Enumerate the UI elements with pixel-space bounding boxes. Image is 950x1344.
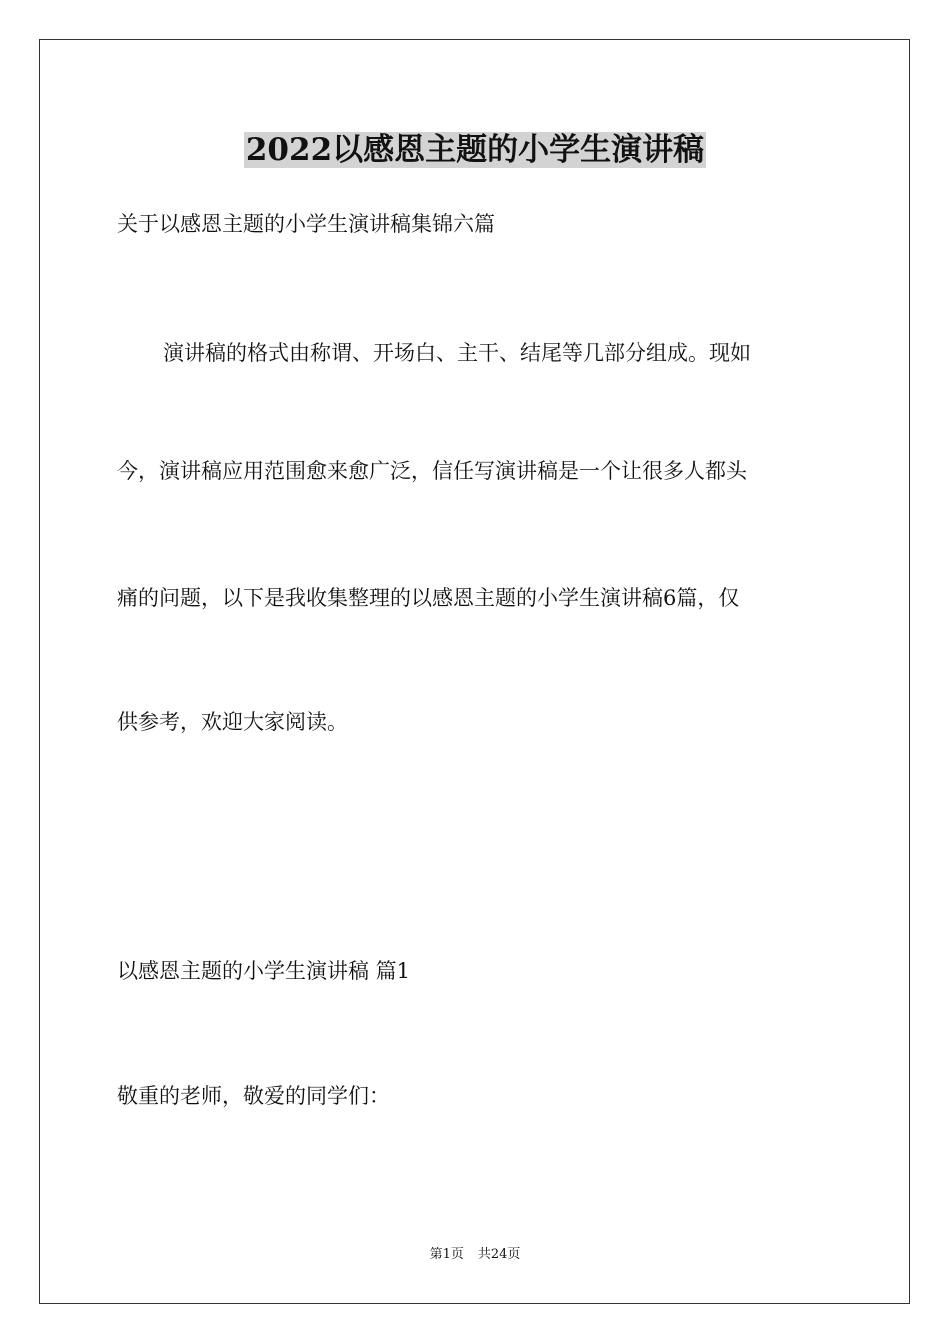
page-total: 共24页 (477, 1247, 521, 1262)
section-heading: 以感恩主题的小学生演讲稿 篇1 (117, 959, 411, 983)
intro-line-4: 供参考，欢迎大家阅读。 (117, 710, 348, 734)
page-footer (0, 1246, 950, 1264)
intro-line-1: 演讲稿的格式由称谓、开场白、主干、结尾等几部分组成。现如 (163, 341, 751, 365)
page-number: 第1页 (429, 1247, 464, 1262)
document-title-text: 2022以感恩主题的小学生演讲稿 (245, 132, 705, 168)
document-subtitle: 关于以感恩主题的小学生演讲稿集锦六篇 (117, 212, 495, 236)
intro-line-2: 今，演讲稿应用范围愈来愈广泛，信任写演讲稿是一个让很多人都头 (117, 459, 747, 483)
intro-line-3: 痛的问题，以下是我收集整理的以感恩主题的小学生演讲稿6篇，仅 (117, 586, 740, 610)
greeting: 敬重的老师，敬爱的同学们： (117, 1084, 390, 1108)
document-title (0, 128, 950, 172)
